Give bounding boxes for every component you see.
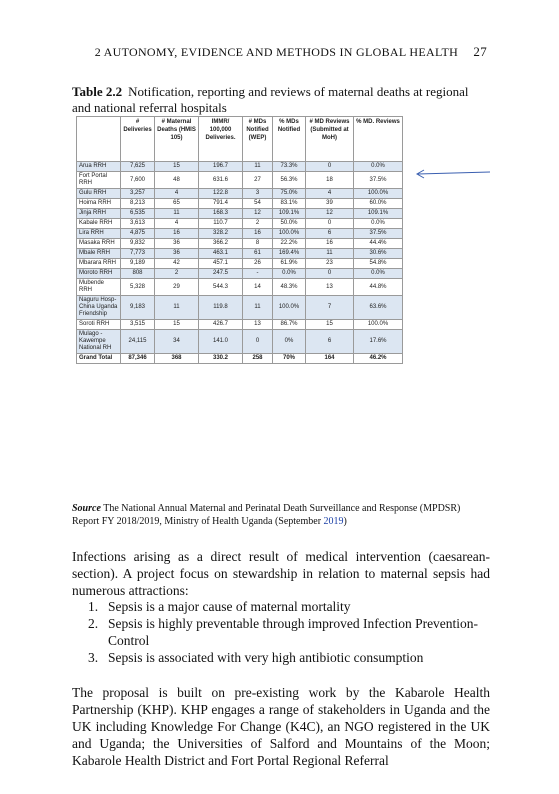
- facility-cell: Hoima RRH: [77, 199, 121, 209]
- value-cell: 164: [306, 354, 354, 364]
- facility-cell: Mbale RRH: [77, 249, 121, 259]
- table-row: [77, 279, 403, 296]
- value-cell: 87,346: [121, 354, 155, 364]
- column-header: [77, 117, 121, 162]
- value-cell: 11: [155, 209, 199, 219]
- value-cell: 11: [243, 162, 273, 172]
- value-cell: 16: [243, 229, 273, 239]
- table-row: [77, 199, 403, 209]
- value-cell: 23: [306, 259, 354, 269]
- value-cell: 169.4%: [273, 249, 306, 259]
- value-cell: 5,328: [121, 279, 155, 296]
- value-cell: 0.0%: [273, 269, 306, 279]
- value-cell: 368: [155, 354, 199, 364]
- value-cell: 63.6%: [354, 296, 403, 320]
- value-cell: 7,625: [121, 162, 155, 172]
- value-cell: 36: [155, 249, 199, 259]
- table-row: [77, 229, 403, 239]
- table-row: [77, 162, 403, 172]
- facility-cell: Arua RRH: [77, 162, 121, 172]
- value-cell: 17.6%: [354, 330, 403, 354]
- value-cell: 70%: [273, 354, 306, 364]
- value-cell: 196.7: [199, 162, 243, 172]
- value-cell: 9,189: [121, 259, 155, 269]
- value-cell: 9,183: [121, 296, 155, 320]
- source-text: The National Annual Maternal and Perinatal Death Surveillance and Response (MPDSR) Report FY 2018/2019, Ministry of Health Uganda (September: [72, 503, 461, 527]
- value-cell: 3,515: [121, 320, 155, 330]
- value-cell: 48.3%: [273, 279, 306, 296]
- facility-cell: Naguru Hosp-China Uganda Friendship: [77, 296, 121, 320]
- value-cell: 3: [243, 189, 273, 199]
- maternal-deaths-table: [76, 116, 403, 364]
- source-close: ): [343, 515, 347, 527]
- value-cell: 12: [306, 209, 354, 219]
- value-cell: 26: [243, 259, 273, 269]
- value-cell: 24,115: [121, 330, 155, 354]
- column-header: # MDs Notified (WEP): [243, 117, 273, 162]
- sepsis-list: [72, 598, 490, 666]
- facility-cell: Mulago - Kawempe National RH: [77, 330, 121, 354]
- list-number: 3.: [88, 650, 99, 665]
- value-cell: 15: [306, 320, 354, 330]
- list-text: Sepsis is highly preventable through improved Infection Prevention-Control: [108, 616, 479, 648]
- facility-cell: Lira RRH: [77, 229, 121, 239]
- table-row: [77, 172, 403, 189]
- list-item: [72, 598, 490, 615]
- value-cell: 258: [243, 354, 273, 364]
- list-item: [72, 615, 490, 649]
- table-source: [72, 503, 490, 528]
- value-cell: 12: [243, 209, 273, 219]
- value-cell: 631.6: [199, 172, 243, 189]
- page-number: 27: [473, 44, 487, 59]
- value-cell: 119.8: [199, 296, 243, 320]
- value-cell: 7: [306, 296, 354, 320]
- value-cell: 366.2: [199, 239, 243, 249]
- value-cell: 0: [306, 219, 354, 229]
- value-cell: 61: [243, 249, 273, 259]
- value-cell: 83.1%: [273, 199, 306, 209]
- facility-cell: Fort Portal RRH: [77, 172, 121, 189]
- value-cell: -: [243, 269, 273, 279]
- value-cell: 56.3%: [273, 172, 306, 189]
- value-cell: 60.0%: [354, 199, 403, 209]
- value-cell: 54: [243, 199, 273, 209]
- value-cell: 109.1%: [273, 209, 306, 219]
- value-cell: 36: [155, 239, 199, 249]
- list-item: [72, 649, 490, 666]
- table-row: [77, 209, 403, 219]
- value-cell: 27: [243, 172, 273, 189]
- value-cell: 15: [155, 320, 199, 330]
- value-cell: 37.5%: [354, 229, 403, 239]
- value-cell: 11: [306, 249, 354, 259]
- value-cell: 6: [306, 330, 354, 354]
- value-cell: 34: [155, 330, 199, 354]
- column-header: # Maternal Deaths (HMIS 105): [155, 117, 199, 162]
- value-cell: 247.5: [199, 269, 243, 279]
- value-cell: 330.2: [199, 354, 243, 364]
- paragraph-proposal: The proposal is built on pre-existing work by the Kabarole Health Partnership (KHP). KHP engages a range of stakeholders in Uganda and the UK including Knowledge For Change (K4C), an NGO registered in the UK and Uganda; the Universities of Salford and Mountains of the Moon; Kabarole Health District and Fort Portal Regional Referral: [72, 685, 490, 768]
- source-label: Source: [72, 503, 101, 514]
- table-header-row: [77, 117, 403, 162]
- value-cell: 0: [306, 162, 354, 172]
- value-cell: 110.7: [199, 219, 243, 229]
- value-cell: 42: [155, 259, 199, 269]
- value-cell: 15: [155, 162, 199, 172]
- value-cell: 73.3%: [273, 162, 306, 172]
- column-header: IMMR/ 100,000 Deliveries.: [199, 117, 243, 162]
- value-cell: 13: [306, 279, 354, 296]
- column-header: % MDs Notified: [273, 117, 306, 162]
- value-cell: 22.2%: [273, 239, 306, 249]
- value-cell: 44.4%: [354, 239, 403, 249]
- value-cell: 0: [306, 269, 354, 279]
- value-cell: 426.7: [199, 320, 243, 330]
- value-cell: 3,613: [121, 219, 155, 229]
- column-header: % MD. Reviews: [354, 117, 403, 162]
- table-row: [77, 330, 403, 354]
- table-caption-text: Notification, reporting and reviews of maternal deaths at regional and national referral hospitals: [72, 84, 469, 115]
- table-total-row: [77, 354, 403, 364]
- table-row: [77, 259, 403, 269]
- value-cell: 8,213: [121, 199, 155, 209]
- value-cell: 544.3: [199, 279, 243, 296]
- value-cell: 16: [306, 239, 354, 249]
- list-number: 1.: [88, 599, 99, 614]
- list-text: Sepsis is associated with very high antibiotic consumption: [108, 650, 424, 665]
- table-label: Table 2.2: [72, 84, 123, 99]
- value-cell: 2: [155, 269, 199, 279]
- table-row: [77, 269, 403, 279]
- facility-cell: Soroti RRH: [77, 320, 121, 330]
- value-cell: 61.9%: [273, 259, 306, 269]
- table-row: [77, 296, 403, 320]
- value-cell: 7,600: [121, 172, 155, 189]
- value-cell: 328.2: [199, 229, 243, 239]
- value-cell: 4: [306, 189, 354, 199]
- table-row: [77, 249, 403, 259]
- column-header: # MD Reviews (Submitted at MoH): [306, 117, 354, 162]
- value-cell: 463.1: [199, 249, 243, 259]
- value-cell: 791.4: [199, 199, 243, 209]
- value-cell: 2: [243, 219, 273, 229]
- value-cell: 6: [306, 229, 354, 239]
- value-cell: 29: [155, 279, 199, 296]
- value-cell: 808: [121, 269, 155, 279]
- value-cell: 6,535: [121, 209, 155, 219]
- table-body: [77, 162, 403, 364]
- facility-cell: Gulu RRH: [77, 189, 121, 199]
- value-cell: 3,257: [121, 189, 155, 199]
- value-cell: 11: [243, 296, 273, 320]
- value-cell: 4,875: [121, 229, 155, 239]
- value-cell: 168.3: [199, 209, 243, 219]
- value-cell: 86.7%: [273, 320, 306, 330]
- running-head-title: 2 AUTONOMY, EVIDENCE AND METHODS IN GLOBAL HEALTH: [94, 45, 459, 59]
- value-cell: 4: [155, 189, 199, 199]
- table-row: [77, 239, 403, 249]
- value-cell: 11: [155, 296, 199, 320]
- value-cell: 8: [243, 239, 273, 249]
- facility-cell: Mubende RRH: [77, 279, 121, 296]
- value-cell: 109.1%: [354, 209, 403, 219]
- list-text: Sepsis is a major cause of maternal mortality: [108, 599, 351, 614]
- running-header: [72, 44, 487, 60]
- value-cell: 65: [155, 199, 199, 209]
- facility-cell: Kabale RRH: [77, 219, 121, 229]
- value-cell: 0.0%: [354, 269, 403, 279]
- value-cell: 4: [155, 219, 199, 229]
- value-cell: 457.1: [199, 259, 243, 269]
- value-cell: 0.0%: [354, 219, 403, 229]
- column-header: # Deliveries: [121, 117, 155, 162]
- facility-cell: Masaka RRH: [77, 239, 121, 249]
- table-caption: [72, 84, 490, 116]
- table-row: [77, 219, 403, 229]
- facility-cell: Jinja RRH: [77, 209, 121, 219]
- value-cell: 30.6%: [354, 249, 403, 259]
- table-row: [77, 320, 403, 330]
- value-cell: 100.0%: [354, 189, 403, 199]
- value-cell: 54.8%: [354, 259, 403, 269]
- list-number: 2.: [88, 616, 99, 631]
- value-cell: 48: [155, 172, 199, 189]
- value-cell: 100.0%: [354, 320, 403, 330]
- value-cell: 9,832: [121, 239, 155, 249]
- source-year-link[interactable]: 2019: [323, 515, 344, 527]
- value-cell: 0: [243, 330, 273, 354]
- facility-cell: Moroto RRH: [77, 269, 121, 279]
- value-cell: 46.2%: [354, 354, 403, 364]
- value-cell: 18: [306, 172, 354, 189]
- paragraph-infections: Infections arising as a direct result of medical intervention (caesarean-section). A project focus on stewardship in relation to maternal sepsis had numerous attractions:: [72, 549, 490, 598]
- value-cell: 44.8%: [354, 279, 403, 296]
- value-cell: 75.0%: [273, 189, 306, 199]
- value-cell: 14: [243, 279, 273, 296]
- value-cell: 16: [155, 229, 199, 239]
- value-cell: 13: [243, 320, 273, 330]
- value-cell: 100.0%: [273, 296, 306, 320]
- value-cell: 39: [306, 199, 354, 209]
- value-cell: 7,773: [121, 249, 155, 259]
- value-cell: 100.0%: [273, 229, 306, 239]
- value-cell: 0%: [273, 330, 306, 354]
- left-arrow-icon: [412, 168, 490, 180]
- facility-cell: Grand Total: [77, 354, 121, 364]
- facility-cell: Mbarara RRH: [77, 259, 121, 269]
- value-cell: 141.0: [199, 330, 243, 354]
- table-row: [77, 189, 403, 199]
- value-cell: 50.0%: [273, 219, 306, 229]
- value-cell: 0.0%: [354, 162, 403, 172]
- value-cell: 37.5%: [354, 172, 403, 189]
- table-figure: [76, 116, 402, 364]
- value-cell: 122.8: [199, 189, 243, 199]
